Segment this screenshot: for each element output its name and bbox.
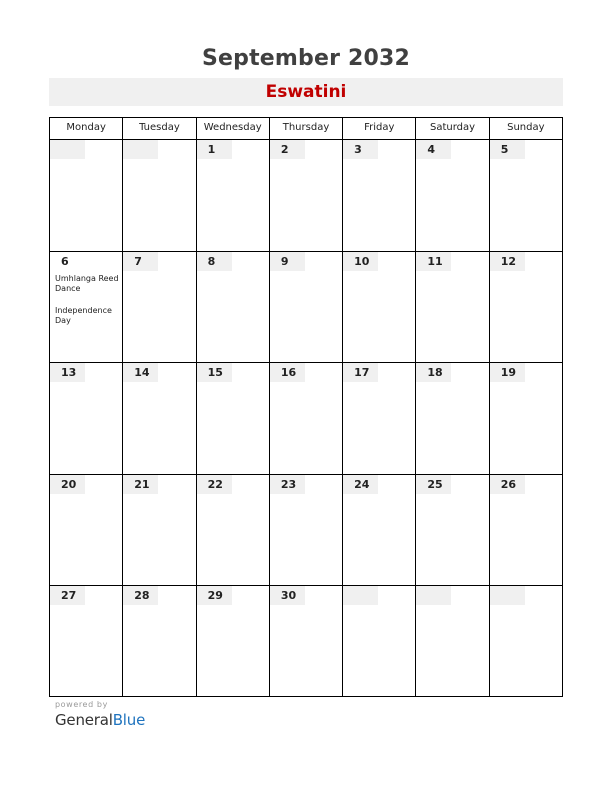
day-cell-5 [489, 140, 562, 251]
day-cell-15 [196, 363, 269, 474]
day-cell-18 [415, 363, 488, 474]
day-cell-23 [269, 475, 342, 586]
day-number: 23 [270, 475, 305, 494]
day-number: 2 [270, 140, 305, 159]
day-cell-30 [269, 586, 342, 697]
day-cell-24 [342, 475, 415, 586]
day-number: 1 [197, 140, 232, 159]
day-cell-22 [196, 475, 269, 586]
weekday-header-tuesday: Tuesday [122, 118, 195, 139]
day-cell-2 [269, 140, 342, 251]
country-banner [49, 78, 563, 106]
brand-blue-text: Blue [112, 711, 146, 729]
day-cell-19 [489, 363, 562, 474]
day-number: 17 [343, 363, 378, 382]
day-cell-9 [269, 252, 342, 363]
day-number: 5 [490, 140, 525, 159]
weekday-header-sunday: Sunday [489, 118, 562, 139]
holiday-list [55, 274, 119, 338]
day-cell-empty [342, 586, 415, 697]
day-number: 6 [61, 254, 69, 268]
day-number: 27 [50, 586, 85, 605]
day-number [490, 586, 525, 605]
calendar-week-row [50, 362, 562, 474]
day-number: 24 [343, 475, 378, 494]
day-cell-20 [50, 475, 122, 586]
day-cell-8 [196, 252, 269, 363]
day-cell-21 [122, 475, 195, 586]
day-cell-empty [415, 586, 488, 697]
day-number: 28 [123, 586, 158, 605]
day-number: 21 [123, 475, 158, 494]
day-number: 11 [416, 252, 451, 271]
weekday-header-thursday: Thursday [269, 118, 342, 139]
day-number: 29 [197, 586, 232, 605]
day-cell-7 [122, 252, 195, 363]
day-cell-13 [50, 363, 122, 474]
page-title: September 2032 [201, 46, 411, 71]
day-number: 12 [490, 252, 525, 271]
calendar-grid [49, 117, 563, 697]
holiday-name: Umhlanga Reed Dance [55, 273, 119, 293]
day-cell-28 [122, 586, 195, 697]
calendar-week-row [50, 585, 562, 697]
day-number [123, 140, 158, 159]
holiday-name: Independence Day [55, 305, 112, 325]
day-cell-17 [342, 363, 415, 474]
day-cell-11 [415, 252, 488, 363]
day-number [50, 140, 85, 159]
powered-by-text: powered by [55, 700, 108, 709]
day-number: 25 [416, 475, 451, 494]
day-number [416, 586, 451, 605]
day-cell-3 [342, 140, 415, 251]
day-cell-6 [50, 252, 122, 363]
day-number: 7 [123, 252, 158, 271]
day-cell-16 [269, 363, 342, 474]
weekday-header-wednesday: Wednesday [196, 118, 269, 139]
generalblue-logo[interactable] [55, 711, 145, 729]
day-number: 15 [197, 363, 232, 382]
calendar-week-row [50, 474, 562, 586]
calendar-week-row [50, 140, 562, 251]
day-number: 10 [343, 252, 378, 271]
day-number: 18 [416, 363, 451, 382]
day-number: 16 [270, 363, 305, 382]
day-cell-empty [489, 586, 562, 697]
day-cell-empty [50, 140, 122, 251]
day-cell-empty [122, 140, 195, 251]
day-number: 3 [343, 140, 378, 159]
weekday-header-friday: Friday [342, 118, 415, 139]
day-number: 4 [416, 140, 451, 159]
weekday-header-row [50, 118, 562, 140]
day-number [343, 586, 378, 605]
day-number: 8 [197, 252, 232, 271]
day-number: 22 [197, 475, 232, 494]
brand-general-text: General [55, 711, 113, 729]
country-name: Eswatini [265, 82, 347, 102]
day-cell-4 [415, 140, 488, 251]
day-number: 13 [50, 363, 85, 382]
day-cell-27 [50, 586, 122, 697]
day-cell-10 [342, 252, 415, 363]
day-cell-26 [489, 475, 562, 586]
day-cell-29 [196, 586, 269, 697]
day-number: 26 [490, 475, 525, 494]
day-number: 14 [123, 363, 158, 382]
day-cell-1 [196, 140, 269, 251]
day-number: 20 [50, 475, 85, 494]
footer-branding [55, 700, 145, 729]
day-cell-14 [122, 363, 195, 474]
weekday-header-saturday: Saturday [415, 118, 488, 139]
day-number: 9 [270, 252, 305, 271]
day-cell-12 [489, 252, 562, 363]
weekday-header-monday: Monday [66, 122, 106, 133]
calendar-weeks [50, 140, 562, 697]
calendar-week-row [50, 251, 562, 363]
day-number: 19 [490, 363, 525, 382]
day-cell-25 [415, 475, 488, 586]
day-number: 30 [270, 586, 305, 605]
